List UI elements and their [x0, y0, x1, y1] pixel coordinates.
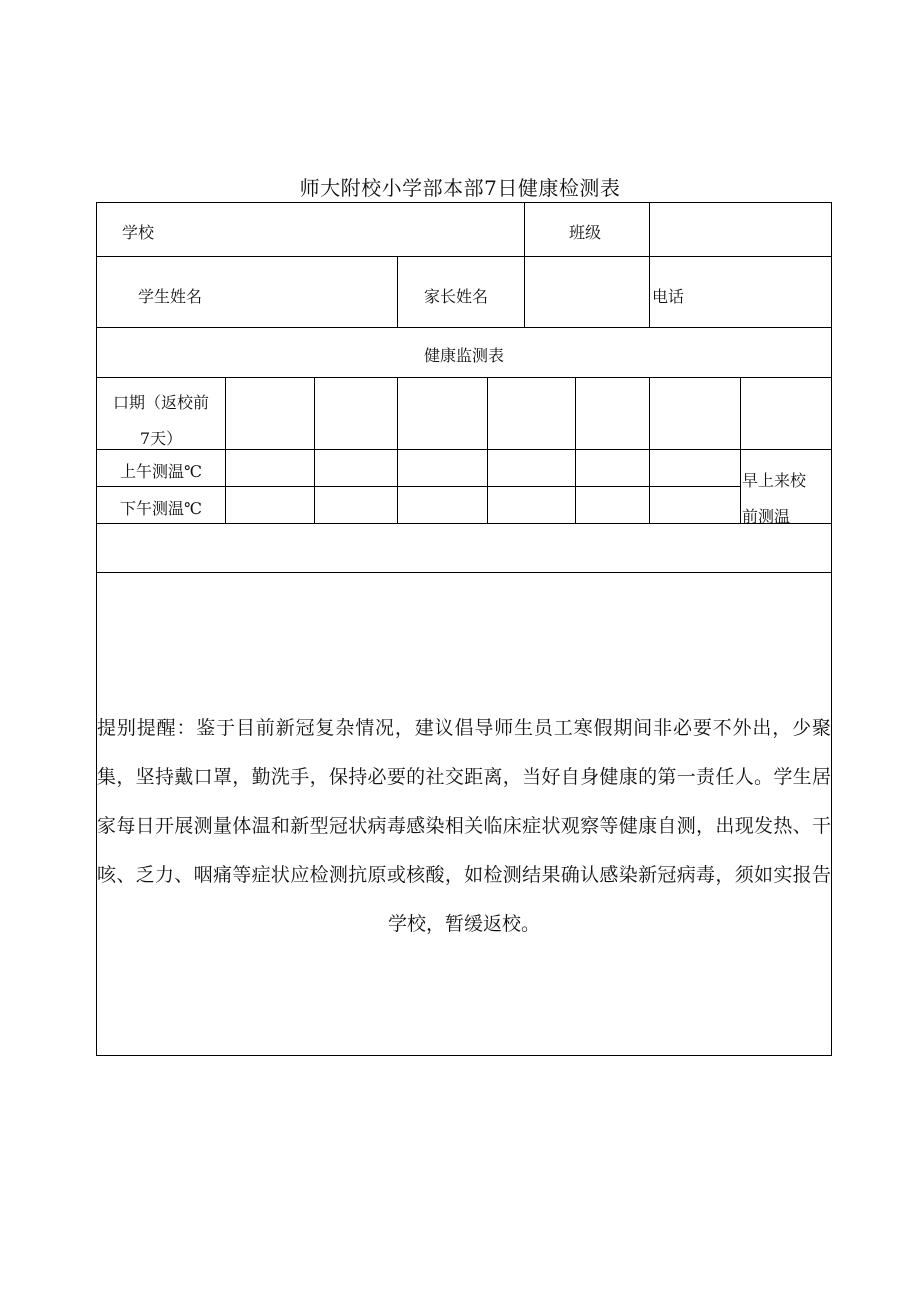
section-title: 健康监测表: [423, 346, 504, 365]
date-label-line2: 7天）: [139, 429, 183, 448]
school-label: 学校: [122, 223, 155, 242]
date-label-line1: 口期（返校前: [112, 393, 209, 412]
morning-note-line1: 早上来校: [742, 471, 807, 490]
morning-note-line2: 前测温: [742, 507, 791, 526]
phone-label: 电话: [652, 287, 685, 306]
student-name-label: 学生姓名: [138, 287, 203, 306]
col-divider: [397, 377, 398, 523]
page-title: 师大附校小学部本部7日健康检测表: [299, 176, 621, 200]
col-divider: [314, 377, 315, 523]
class-label: 班级: [569, 223, 602, 242]
col-divider: [649, 256, 650, 327]
row-divider: [96, 486, 740, 487]
am-temp-label: 上午测温℃: [120, 462, 202, 481]
row-divider: [96, 572, 832, 573]
pm-temp-label: 下午测温℃: [120, 499, 202, 518]
col-divider: [487, 377, 488, 523]
col-divider: [649, 377, 650, 523]
row-divider: [96, 377, 832, 378]
date-label: [96, 385, 226, 457]
col-divider: [649, 202, 650, 257]
col-divider: [524, 202, 525, 327]
col-divider: [397, 256, 398, 327]
row-divider: [96, 256, 832, 257]
morning-temp-note: [742, 463, 806, 535]
row-divider: [96, 523, 832, 524]
col-divider: [575, 377, 576, 523]
row-divider: [96, 327, 832, 328]
notice-text: 提别提醒：鉴于目前新冠复杂情况，建议倡导师生员工寒假期间非必要不外出，少聚集，坚持戴口罩，勤洗手，保持必要的社交距离，当好自身健康的第一责任人。学生居家每日开展测量体温和新型冠状病毒感染相关临床症状观察等健康自测，出现发热、干咳、乏力、咽痛等症状应检测抗原或核酸，如检测结果确认感染新冠病毒，须如实报告学校，暂缓返校。: [97, 717, 831, 935]
col-divider: [740, 377, 741, 523]
parent-name-label: 家长姓名: [424, 287, 489, 306]
